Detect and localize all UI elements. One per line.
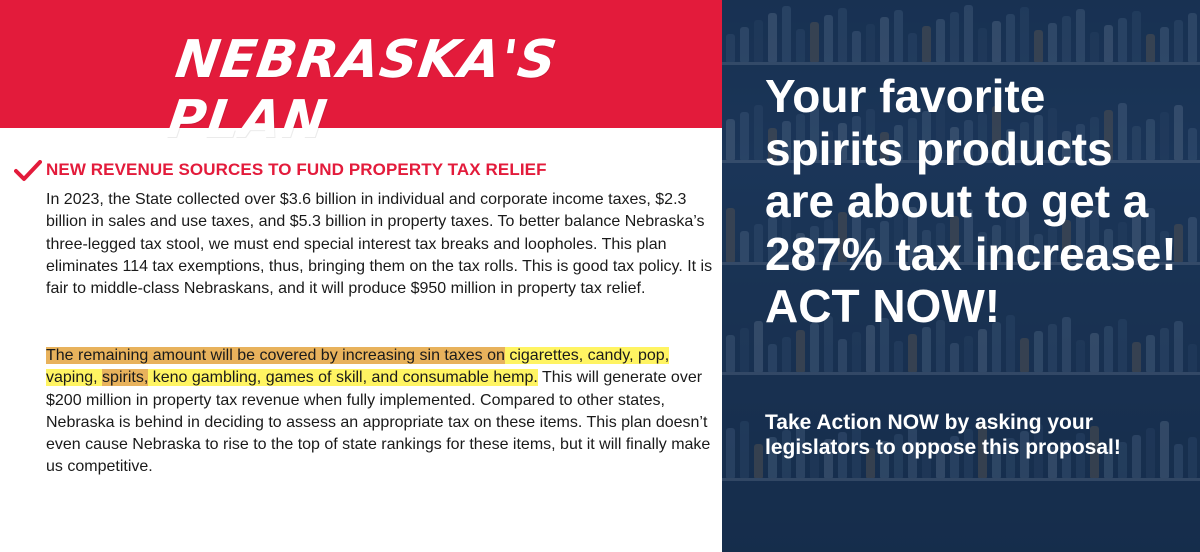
highlight-spirits: spirits, (102, 369, 149, 387)
banner (0, 0, 722, 150)
checkmark-icon (14, 160, 42, 182)
paragraph-tax-collection: In 2023, the State collected over $3.6 billion in individual and corporate income taxes, $2.3 billion in sales and use taxes, and $5.3 billion in property taxes. To better balance Nebraska’s three-legged tax stool, we must end special interest tax breaks and loopholes. This plan eliminates 114 tax exemptions, thus, bringing them on the tax rolls. This is good tax policy. It is fair to middle-class Nebraskans, and it will produce $950 million in property tax relief. (46, 191, 713, 298)
promo-headline: Your favorite spirits products are about to get a 287% tax increase! ACT NOW! (765, 70, 1177, 332)
section-heading: NEW REVENUE SOURCES TO FUND PROPERTY TAX RELIEF (46, 160, 547, 179)
highlight-sin-taxes: The remaining amount will be covered by increasing sin taxes on (46, 347, 505, 364)
paragraph-sin-taxes (46, 345, 718, 479)
promo-panel (722, 0, 1200, 552)
highlight-gambling-hemp: keno gambling, games of skill, and consumable hemp. (148, 369, 538, 387)
paragraph-rest: This will generate over $200 million in property tax revenue when fully implemented. Compared to other states, Nebraska is behind in deciding to assess an appropriate tax on these items. This plan doesn’t even cause Nebraska to rise to the top of state rankings for these items, but it will finally make us competitive. (46, 369, 711, 476)
highlight-products: cigarettes, candy, pop, vaping, (46, 347, 670, 387)
call-to-action: Take Action NOW by asking your legislators to oppose this proposal! (765, 411, 1121, 459)
banner-title: NEBRASKA'S PLAN (163, 30, 561, 150)
